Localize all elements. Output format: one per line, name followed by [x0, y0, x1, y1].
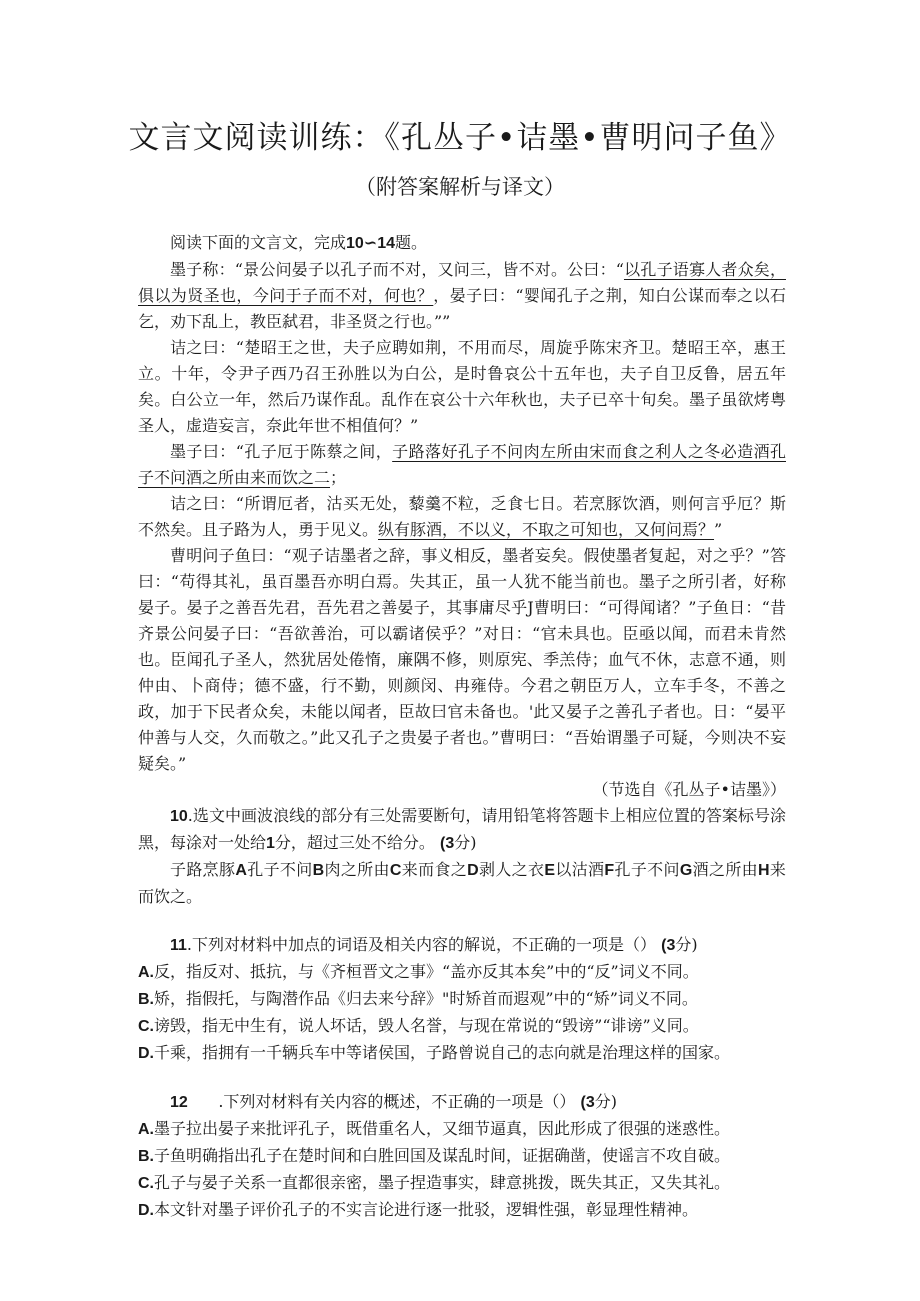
question-11-option-b[interactable] — [138, 986, 786, 1013]
question-10 — [138, 803, 786, 857]
option-label: A. — [138, 1121, 154, 1138]
passage-paragraph-3 — [138, 439, 786, 491]
question-12-option-c[interactable] — [138, 1170, 786, 1197]
option-text: 墨子拉出晏子来批评孔子，既借重名人，又细节逼真，因此形成了很强的迷惑性。 — [154, 1119, 731, 1138]
option-label: B. — [138, 1148, 154, 1165]
break-marker-h: H — [758, 862, 770, 879]
break-marker-f: F — [604, 862, 615, 879]
question-number: 12 — [170, 1094, 188, 1111]
question-11-option-a[interactable] — [138, 959, 786, 986]
points-value: 1 — [266, 835, 275, 852]
question-score-unit: 分) — [675, 935, 698, 954]
break-marker-b: B — [312, 862, 325, 879]
option-text: 谤毁，指无中生有，说人坏话，毁人名誉，与现在常说的“毁谤”“诽谤”义同。 — [154, 1016, 699, 1035]
paragraph-text: 墨子称：“景公问晏子以孔子而不对，又问三，皆不对。公曰：“ — [170, 260, 624, 279]
passage-paragraph-2: 诘之曰：“楚昭王之世，夫子应聘如荆，不用而尽，周旋乎陈宋齐卫。楚昭王卒，惠王立。十年，令尹子西乃召王孙胜以为白公，是时鲁哀公十五年也，夫子自卫反鲁，居五年矣。白公立一年，然后乃谋作乱。乱作在哀公十六年秋也，夫子已卒十旬矣。墨子虽欲烤粤圣人，虚造妄言，奈此年世不相值何？” — [138, 338, 786, 435]
option-label: B. — [138, 991, 154, 1008]
question-range: 10∽14 — [346, 235, 396, 252]
option-label: C. — [138, 1175, 154, 1192]
option-text: 矫，指假托，与陶潜作品《归去来兮辞》"时矫首而遐观”中的“矫”词义不同。 — [154, 989, 698, 1008]
passage-paragraph-1 — [138, 257, 786, 335]
break-marker-g: G — [679, 862, 693, 879]
segment-text: 剥人之衣 — [478, 860, 545, 879]
paragraph-text: ； — [330, 468, 347, 487]
option-text: 反，指反对、抵抗，与《齐桓晋文之事》“盖亦反其本矣”中的“反”词义不同。 — [154, 962, 699, 981]
question-stem: .下列对材料有关内容的概述，不正确的一项是（） — [218, 1092, 576, 1111]
segment-text: 子路烹豚 — [170, 860, 236, 879]
segment-text: 肉之所由 — [324, 860, 390, 879]
option-label: D. — [138, 1202, 154, 1219]
segment-text: 酒之所由 — [692, 860, 758, 879]
underlined-sentence: 以孔子语寡人者众矣，俱以为贤圣也，今问于子而不对，何也？ — [138, 260, 786, 305]
option-text: 千乘，指拥有一千辆兵车中等诸侯国，子路曾说自己的志向就是治理这样的国家。 — [154, 1043, 731, 1062]
option-text: 子鱼明确指出孔子在楚时间和白胜回国及谋乱时间，证据确凿，使谣言不攻自破。 — [154, 1146, 731, 1165]
segment-text: 来而食之 — [401, 860, 468, 879]
question-score: (3 — [440, 835, 455, 852]
instruction-line — [138, 230, 786, 257]
question-12-option-d[interactable] — [138, 1197, 786, 1224]
passage-paragraph-5: 曹明问子鱼曰：“观子诘墨者之辞，事义相反，墨者妄矣。假使墨者复起，对之乎？”答曰：“苟得其礼，虽百墨吾亦明白焉。失其正，虽一人犹不能当前也。墨子之所引者，好称晏子。晏子之善吾先君，吾先君之善晏子，其事庸尽乎J曹明曰：“可得闻诸？”子鱼日：“昔齐景公问晏子曰：“吾欲善治，可以霸诸侯乎？”对日：“官未具也。臣亟以闻，而君未肯然也。臣闻孔子圣人，然犹居处倦惰，廉隅不修，则原宪、季羔侍；血气不休，志意不通，则仲由、卜商侍；德不盛，行不勤，则颜闵、冉雍侍。今君之朝臣万人，立车手冬，不善之政，加于下民者众矣，未能以闻者，臣故曰官未备也。'此又晏子之善孔子者也。日：“晏平仲善与人交，久而敬之。”此又孔子之贵晏子者也。”曹明曰：“吾始谓墨子可疑，今则决不妄疑矣。” — [138, 546, 786, 773]
instruction-end: 题。 — [395, 233, 428, 252]
option-label: A. — [138, 964, 154, 981]
option-text: 孔子与晏子关系一直都很亲密，墨子捏造事实，肆意挑拨，既失其正，又失其礼。 — [154, 1173, 731, 1192]
question-10-answer-line — [138, 857, 786, 910]
paragraph-text: 墨子曰：“孔子厄于陈蔡之间， — [170, 442, 393, 461]
question-12 — [138, 1089, 786, 1116]
question-stem: .下列对材料中加点的词语及相关内容的解说，不正确的一项是（） — [186, 935, 657, 954]
wavy-underlined-sentence: 子路落好孔子不问肉左所由宋而食之利人之冬必造酒孔子不问酒之所由来而饮之二 — [138, 442, 786, 487]
break-marker-a: A — [235, 862, 247, 879]
question-number: 10 — [170, 808, 188, 825]
segment-text: 以沽酒 — [555, 860, 605, 879]
segment-text: 孔子不问 — [246, 860, 313, 879]
segment-text: 孔子不问 — [614, 860, 680, 879]
spacer — [138, 910, 786, 932]
break-marker-d: D — [467, 862, 479, 879]
question-score-unit: 分) — [594, 1092, 617, 1111]
question-score: (3 — [661, 937, 676, 954]
question-11-option-d[interactable] — [138, 1040, 786, 1067]
passage-paragraph-4 — [138, 491, 786, 543]
option-text: 本文针对墨子评价孔子的不实言论进行逐一批驳，逻辑性强，彰显理性精神。 — [154, 1200, 699, 1219]
break-marker-e: E — [544, 862, 556, 879]
question-11 — [138, 932, 786, 959]
option-label: D. — [138, 1045, 154, 1062]
document-body — [138, 230, 786, 1224]
document-subtitle: （附答案解析与译文） — [355, 175, 565, 199]
paragraph-text: 诘之曰：“所谓厄者，沽买无处，藜羹不粒，乏食七日。若烹豚饮酒，则何言乎厄？斯不然矣。且子路为人，勇于见义。 — [138, 494, 786, 539]
question-12-option-a[interactable] — [138, 1116, 786, 1143]
paragraph-text: ” — [714, 520, 723, 539]
question-stem: 分，超过三处不给分。 — [274, 833, 435, 852]
paragraph-text: ，晏子曰：“婴闻孔子之荆，知白公谋而奉之以石乞，劝下乱上，教臣弑君，非圣贤之行也。”” — [138, 286, 786, 331]
spacer — [138, 1067, 786, 1089]
segment-text: 来而饮之。 — [138, 860, 786, 906]
question-stem: .选文中画波浪线的部分有三处需要断句，请用铅笔将答题卡上相应位置的答案标号涂黑，每涂对一处给 — [138, 806, 786, 852]
document-title: 文言文阅读训练：《孔丛子•诘墨•曹明问子鱼》 — [128, 120, 792, 156]
question-11-option-c[interactable] — [138, 1013, 786, 1040]
underlined-sentence: 纵有豚酒，不以义，不取之可知也，又何问焉？ — [378, 520, 715, 539]
question-score-unit: 分) — [454, 833, 477, 852]
question-score: (3 — [580, 1094, 595, 1111]
question-12-option-b[interactable] — [138, 1143, 786, 1170]
break-marker-c: C — [389, 862, 402, 879]
option-label: C. — [138, 1018, 154, 1035]
instruction-text: 阅读下面的文言文，完成 — [170, 233, 347, 252]
source-citation: （节选自《孔丛子•诘墨》） — [592, 780, 786, 799]
question-number: 11 — [170, 937, 187, 954]
